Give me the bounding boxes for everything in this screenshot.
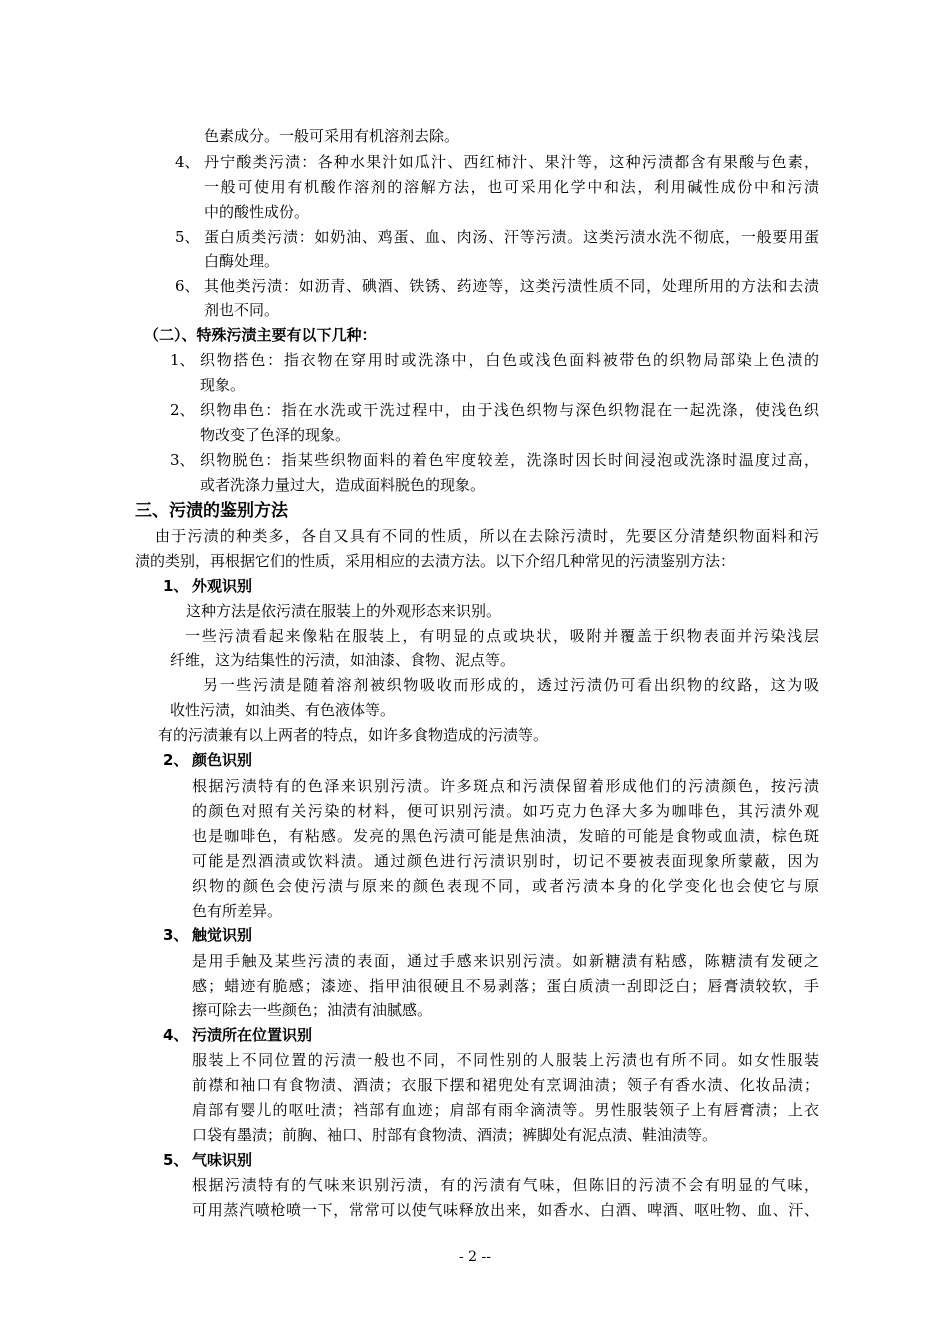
- list-item-text: 织物脱色：指某些织物面料的着色牢度较差，洗涤时因长时间浸泡或洗涤时温度过高，: [200, 451, 819, 469]
- list-number: 4、: [175, 153, 200, 171]
- list-item-text: 中的酸性成份。: [204, 203, 310, 221]
- list-number: 3、: [170, 451, 195, 469]
- paragraph: 感；蜡迹有脆感；漆迹、指甲油很硬且不易剥落；蛋白质渍一刮即泛白；唇膏渍较软，手: [192, 977, 819, 995]
- list-item-text: 或者洗涤力量过大，造成面料脱色的现象。: [200, 476, 486, 494]
- list-continuation: 色素成分。一般可采用有机溶剂去除。: [204, 127, 460, 145]
- list-item-text: 其他类污渍：如沥青、碘酒、铁锈、药迹等，这类污渍性质不同，处理所用的方法和去渍: [204, 277, 819, 295]
- paragraph: 这种方法是依污渍在服装上的外观形态来识别。: [186, 602, 502, 620]
- paragraph: 前襟和袖口有食物渍、酒渍；衣服下摆和裙兜处有烹调油渍；领子有香水渍、化妆品渍；: [192, 1076, 819, 1094]
- paragraph: 另一些污渍是随着溶剂被织物吸收而形成的，透过污渍仍可看出织物的纹路，这为吸: [203, 676, 819, 694]
- list-item-text: 剂也不同。: [204, 301, 280, 319]
- paragraph: 收性污渍，如油类、有色液体等。: [170, 701, 396, 719]
- paragraph: 有的污渍兼有以上两者的特点，如许多食物造成的污渍等。: [158, 726, 549, 744]
- section-heading: 三、污渍的鉴别方法: [135, 501, 288, 521]
- list-item-text: 蛋白质类污渍：如奶油、鸡蛋、血、肉汤、汗等污渍。这类污渍水洗不彻底，一般要用蛋: [204, 228, 819, 246]
- list-number: 6、: [175, 277, 200, 295]
- method-title: 触觉识别: [192, 926, 253, 944]
- list-number: 5、: [175, 228, 200, 246]
- list-item-text: 物改变了色泽的现象。: [200, 426, 351, 444]
- list-number: 1、: [170, 351, 195, 369]
- paragraph: 织物的颜色会使污渍与原来的颜色表现不同，或者污渍本身的化学变化也会使它与原: [192, 877, 819, 895]
- method-number: 1、: [163, 577, 189, 595]
- list-item-text: 白酶处理。: [204, 252, 280, 270]
- list-item-text: 现象。: [200, 376, 246, 394]
- intro-paragraph: 由于污渍的种类多，各自又具有不同的性质，所以在去除污渍时，先要区分清楚织物面料和污: [155, 527, 819, 545]
- page-number: - 2 --: [459, 1249, 491, 1265]
- paragraph: 擦可除去一些颜色；油渍有油腻感。: [192, 1001, 433, 1019]
- paragraph: 一些污渍看起来像粘在服装上，有明显的点或块状，吸附并覆盖于织物表面并污染浅层: [185, 627, 819, 645]
- list-number: 2、: [170, 401, 195, 419]
- method-number: 3、: [163, 926, 189, 944]
- method-title: 污渍所在位置识别: [192, 1026, 313, 1044]
- paragraph: 色有所差异。: [192, 902, 283, 920]
- paragraph: 服装上不同位置的污渍一般也不同，不同性别的人服装上污渍也有所不同。如女性服装: [192, 1051, 819, 1069]
- paragraph: 是用手触及某些污渍的表面，通过手感来识别污渍。如新糖渍有粘感，陈糖渍有发硬之: [192, 952, 819, 970]
- list-item-text: 丹宁酸类污渍：各种水果汁如瓜汁、西红柿汁、果汁等，这种污渍都含有果酸与色素，: [204, 153, 819, 171]
- paragraph: 口袋有墨渍；前胸、袖口、肘部有食物渍、酒渍；裤脚处有泥点渍、鞋油渍等。: [192, 1126, 718, 1144]
- method-number: 5、: [163, 1151, 189, 1169]
- list-item-text: 织物串色：指在水洗或干洗过程中，由于浅色织物与深色织物混在一起洗涤，使浅色织: [200, 401, 819, 419]
- method-number: 4、: [163, 1026, 189, 1044]
- subsection-heading: （二）、特殊污渍主要有以下几种：: [144, 326, 377, 344]
- list-item-text: 一般可使用有机酸作溶剂的溶解方法，也可采用化学中和法，利用碱性成份中和污渍: [204, 178, 819, 196]
- paragraph: 可能是烈酒渍或饮料渍。通过颜色进行污渍识别时，切记不要被表面现象所蒙蔽，因为: [192, 852, 819, 870]
- method-title: 颜色识别: [192, 751, 253, 769]
- paragraph: 根据污渍特有的色泽来识别污渍。许多斑点和污渍保留着形成他们的污渍颜色，按污渍: [192, 777, 819, 795]
- list-item-text: 织物搭色：指衣物在穿用时或洗涤中，白色或浅色面料被带色的织物局部染上色渍的: [200, 351, 819, 369]
- paragraph: 肩部有婴儿的呕吐渍；裆部有血迹；肩部有雨伞滴渍等。男性服装领子上有唇膏渍；上衣: [192, 1101, 819, 1119]
- method-title: 外观识别: [192, 577, 253, 595]
- paragraph: 的颜色对照有关污染的材料，便可识别污渍。如巧克力色泽大多为咖啡色，其污渍外观: [192, 802, 819, 820]
- paragraph: 根据污渍特有的气味来识别污渍，有的污渍有气味，但陈旧的污渍不会有明显的气味，: [192, 1176, 819, 1194]
- paragraph: 也是咖啡色，有粘感。发亮的黑色污渍可能是焦油渍，发暗的可能是食物或血渍，棕色斑: [192, 827, 819, 845]
- method-number: 2、: [163, 751, 189, 769]
- paragraph: 纤维，这为结集性的污渍，如油漆、食物、泥点等。: [170, 651, 516, 669]
- method-title: 气味识别: [192, 1151, 253, 1169]
- intro-paragraph: 渍的类别，再根据它们的性质，采用相应的去渍方法。以下介绍几种常见的污渍鉴别方法：: [135, 552, 736, 570]
- paragraph: 可用蒸汽喷枪喷一下，常常可以使气味释放出来，如香水、白酒、啤酒、呕吐物、血、汗、: [192, 1201, 819, 1219]
